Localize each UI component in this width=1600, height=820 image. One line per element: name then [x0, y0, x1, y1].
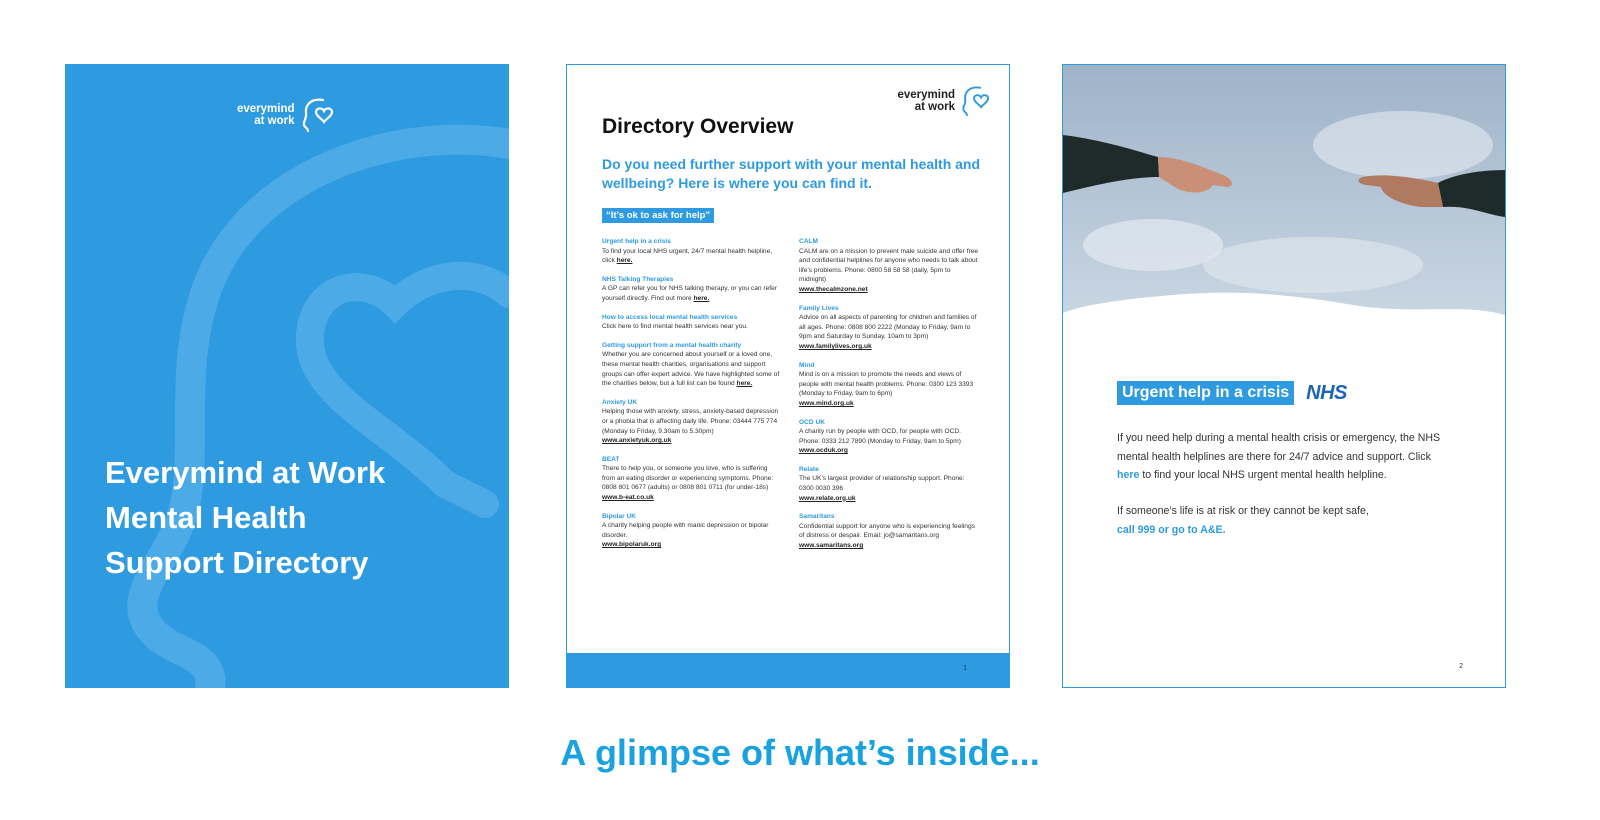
page-footer-bar	[567, 653, 1009, 687]
directory-entry	[799, 512, 979, 550]
entry-heading: Urgent help in a crisis	[602, 238, 671, 245]
reaching-hands-photo	[1063, 65, 1505, 325]
logo-line2: at work	[254, 115, 295, 127]
emergency-call-text: call 999 or go to A&E.	[1117, 523, 1226, 536]
cover-title-line: Everymind at Work	[105, 455, 386, 490]
heart-head-icon	[299, 97, 333, 133]
entry-heading: Bipolar UK	[602, 512, 637, 520]
directory-entry	[602, 275, 782, 304]
ask-for-help-badge: “It’s ok to ask for help”	[602, 208, 714, 223]
entry-heading: Anxiety UK	[602, 398, 638, 406]
entry-body: To find your local NHS urgent, 24/7 mental health helpline, click	[602, 247, 773, 265]
entry-heading: Getting support from a mental health charity	[602, 341, 742, 349]
entry-body: There to help you, or someone you love, who is suffering from an eating disorder or experiencing symptoms. Phone: 0808 801 0677 (adults) or 0808 801 0711 (for under-18s)	[602, 465, 774, 492]
logo-line2: at work	[914, 101, 955, 113]
page-title: Directory Overview	[602, 115, 794, 138]
entry-link[interactable]: here.	[616, 257, 633, 265]
entry-heading: How to access local mental health services	[602, 313, 738, 321]
directory-page	[566, 64, 1010, 688]
entry-body: Helping those with anxiety, stress, anxiety-based depression or a phobia that is affecting daily life. Phone: 03444 775 774 (Monday to Friday, 9.30am to 5.30pm)	[602, 408, 779, 435]
page-number: 1	[963, 665, 967, 672]
entry-link[interactable]: www.relate.org.uk	[799, 494, 856, 502]
entry-body: A GP can refer you for NHS talking therapy, or you can refer yourself directly. Find out more	[602, 285, 777, 302]
entry-body: Whether you are concerned about yourself or a loved one, these mental health charities, organisations and support groups can offer expert advice. We have highlighted some of the charities below, but a full list can be found	[602, 351, 780, 388]
entry-link[interactable]: www.samaritans.org	[799, 542, 864, 550]
entry-link[interactable]: www.anxietyuk.org.uk	[602, 437, 672, 445]
helpline-link[interactable]: here	[1117, 469, 1140, 481]
entry-body: CALM are on a mission to prevent male suicide and offer free and confidential helplines for anyone who needs to talk about life’s problems. Phone: 0800 58 58 58 (daily, 5pm to midnight)	[799, 247, 979, 284]
logo-line1: everymind	[897, 89, 955, 101]
entry-heading: CALM	[799, 238, 819, 245]
emergency-text: If someone’s life is at risk or they cannot be kept safe,	[1117, 505, 1369, 517]
entry-link[interactable]: www.bipolaruk.org	[602, 541, 662, 549]
directory-entry	[602, 237, 782, 266]
emergency-paragraph	[1117, 502, 1447, 539]
directory-entry	[602, 313, 782, 332]
everymind-logo	[237, 97, 333, 133]
crisis-text: If you need help during a mental health crisis or emergency, the NHS mental health helplines are there for 24/7 advice and support. Click	[1117, 432, 1441, 463]
page-subtitle: Do you need further support with your mental health and wellbeing? Here is where you can find it.	[602, 156, 981, 191]
entry-body: Advice on all aspects of parenting for children and families of all ages. Phone: 0808 800 2222 (Monday to Friday, 9am to 9pm and Saturday to Sunday, 10am to 3pm)	[799, 314, 977, 341]
entry-body: Mind is on a mission to promote the needs and views of people with mental health problems. Phone: 0300 123 3393 (Monday to Friday, 9am to 6pm)	[799, 371, 974, 398]
cover-title-line: Support Directory	[105, 545, 369, 580]
entry-body: A charity helping people with manic depression or bipolar disorder.	[602, 522, 769, 539]
directory-entry	[799, 304, 979, 352]
directory-entry	[602, 455, 782, 503]
entry-link[interactable]: here.	[736, 380, 753, 388]
entry-link[interactable]: www.mind.org.uk	[799, 399, 854, 407]
entry-link[interactable]: www.thecalmzone.net	[799, 285, 868, 293]
entry-heading: Samaritans	[799, 513, 835, 521]
directory-entry	[799, 465, 979, 503]
entry-body: Click here to find mental health services near you.	[602, 323, 748, 331]
directory-entry	[799, 361, 979, 409]
crisis-badge: Urgent help in a crisis	[1117, 381, 1294, 405]
heart-head-icon	[959, 85, 989, 117]
entry-heading: Mind	[799, 361, 815, 369]
crisis-text: to find your local NHS urgent mental health helpline.	[1139, 469, 1387, 481]
entry-heading: BEAT	[602, 455, 620, 463]
directory-right-column	[799, 237, 979, 560]
crisis-page	[1062, 64, 1506, 688]
entry-heading: Relate	[799, 465, 819, 473]
directory-entry	[602, 341, 782, 389]
directory-entry	[799, 237, 979, 295]
directory-left-column	[602, 237, 782, 559]
entry-heading: Family Lives	[799, 304, 839, 312]
directory-entry	[799, 418, 979, 456]
entry-link[interactable]: www.b-eat.co.uk	[602, 494, 654, 502]
everymind-logo	[897, 85, 989, 117]
entry-heading: NHS Talking Therapies	[602, 275, 674, 283]
page-number: 2	[1459, 663, 1463, 670]
inside-caption: A glimpse of what’s inside...	[560, 732, 1040, 773]
directory-entry	[602, 398, 782, 446]
cover-title	[105, 450, 385, 585]
logo-line1: everymind	[237, 103, 295, 115]
entry-link[interactable]: www.ocduk.org	[799, 447, 848, 455]
cover-title-line: Mental Health	[105, 500, 307, 535]
cover-page	[65, 64, 509, 688]
entry-link[interactable]: here.	[693, 294, 710, 302]
crisis-heading	[1117, 381, 1347, 405]
entry-body: A charity run by people with OCD, for people with OCD. Phone: 0333 212 7890 (Monday to Friday, 9am to 5pm)	[799, 428, 961, 445]
entry-heading: OCD UK	[799, 418, 826, 426]
entry-body: The UK’s largest provider of relationship support. Phone: 0300 0030 396	[799, 475, 965, 493]
heart-head-watermark-icon	[65, 64, 509, 688]
nhs-logo: NHS	[1306, 381, 1347, 404]
crisis-paragraph	[1117, 429, 1447, 485]
directory-entry	[602, 512, 782, 550]
entry-body: Confidential support for anyone who is experiencing feelings of distress or despair. Email: jo@samaritans.org	[799, 522, 975, 540]
entry-link[interactable]: www.familylives.org.uk	[799, 342, 872, 350]
